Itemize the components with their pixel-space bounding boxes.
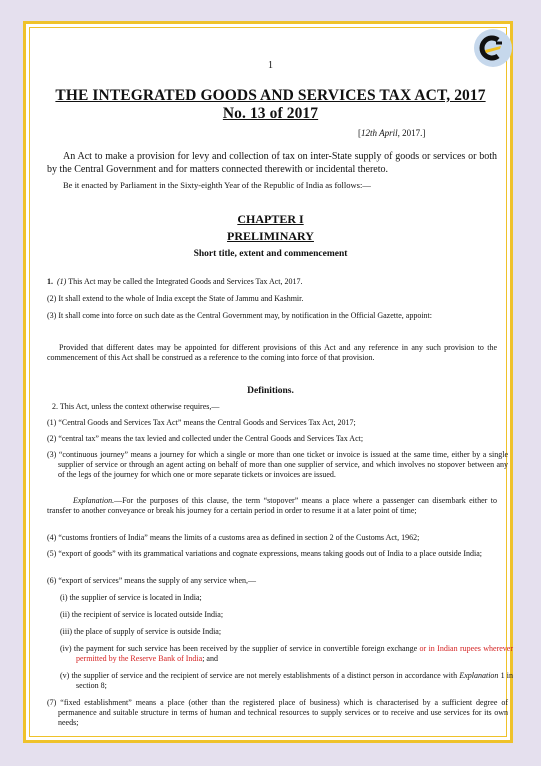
chapter-title: PRELIMINARY [227,229,314,243]
definition-6-iii: (iii) the place of supply of service is outside India; [60,627,222,636]
definition-6-v: (v) the supplier of service and the recipient of service are not merely establishments of a distinct person in accordance with Explanation 1 in section 8; [60,671,513,690]
enactment-date: [12th April, 2017.] [358,128,426,138]
definition-3: (3) “continuous journey” means a journey for which a single or more than one ticket or invoice is issued at the same time, either by a single supplier of service or through an agent acting on behalf of more than one supplier of service, and which involves no stopover between any of the legs of the journey for which one or more separate tickets or invoices are issued. [47,450,508,479]
chapter-number: CHAPTER I [237,212,304,226]
page-number: 1 [268,60,273,71]
definitions-heading: Definitions. [247,386,294,396]
amendment-text: or in Indian rupees wherever permitted by the Reserve Bank of India [76,644,513,663]
definition-2: (2) “central tax” means the tax levied and collected under the Central Goods and Services Tax Act; [47,434,364,443]
section-1-1: 1. (1) This Act may be called the Integrated Goods and Services Tax Act, 2017. [47,277,303,286]
enacting-clause: Be it enacted by Parliament in the Sixty-eighth Year of the Republic of India as follows:— [63,180,371,190]
act-title: THE INTEGRATED GOODS AND SERVICES TAX ACT, 2017 [55,87,486,104]
definition-5: (5) “export of goods” with its grammatical variations and cognate expressions, means taking goods out of India to a place outside India; [47,549,482,558]
definition-6-ii: (ii) the recipient of service is located outside India; [60,610,224,619]
act-number: No. 13 of 2017 [222,105,319,122]
definition-6: (6) “export of services” means the supply of any service when,— [47,576,257,585]
proviso: Provided that different dates may be appointed for different provisions of this Act and any reference in any such provision to the commencement of this Act shall be construed as a reference to the coming into force of that provision. [47,343,497,362]
preamble: An Act to make a provision for levy and collection of tax on inter-State supply of goods or services or both by the Central Government and for matters connected therewith or incidental thereto. [47,151,497,175]
section-1-2: (2) It shall extend to the whole of India except the State of Jammu and Kashmir. [47,294,304,303]
definition-6-i: (i) the supplier of service is located in India; [60,593,202,602]
section-1-3: (3) It shall come into force on such date as the Central Government may, by notification in the Official Gazette, appoint: [47,311,432,320]
section-heading: Short title, extent and commencement [193,249,348,259]
definition-6-iv: (iv) the payment for such service has been received by the supplier of service in convertible foreign exchange or in Indian rupees wherever permitted by the Reserve Bank of India; and [60,644,513,663]
explanation: Explanation.—For the purposes of this clause, the term “stopover” means a place where a passenger can disembark either to transfer to another conveyance or break his journey for a certain period in order to resume it at a later point of time; [47,496,497,515]
section-2-intro: 2. This Act, unless the context otherwise requires,— [52,402,220,411]
act-title-block [30,87,511,123]
definition-7: (7) “fixed establishment” means a place (other than the registered place of business) which is characterised by a sufficient degree of permanence and suitable structure in terms of human and technical resources to supply services or to receive and use services for its own needs; [47,698,508,727]
definition-1: (1) “Central Goods and Services Tax Act” means the Central Goods and Services Tax Act, 2017; [47,418,356,427]
definition-4: (4) “customs frontiers of India” means the limits of a customs area as defined in section 2 of the Customs Act, 1962; [47,533,420,542]
